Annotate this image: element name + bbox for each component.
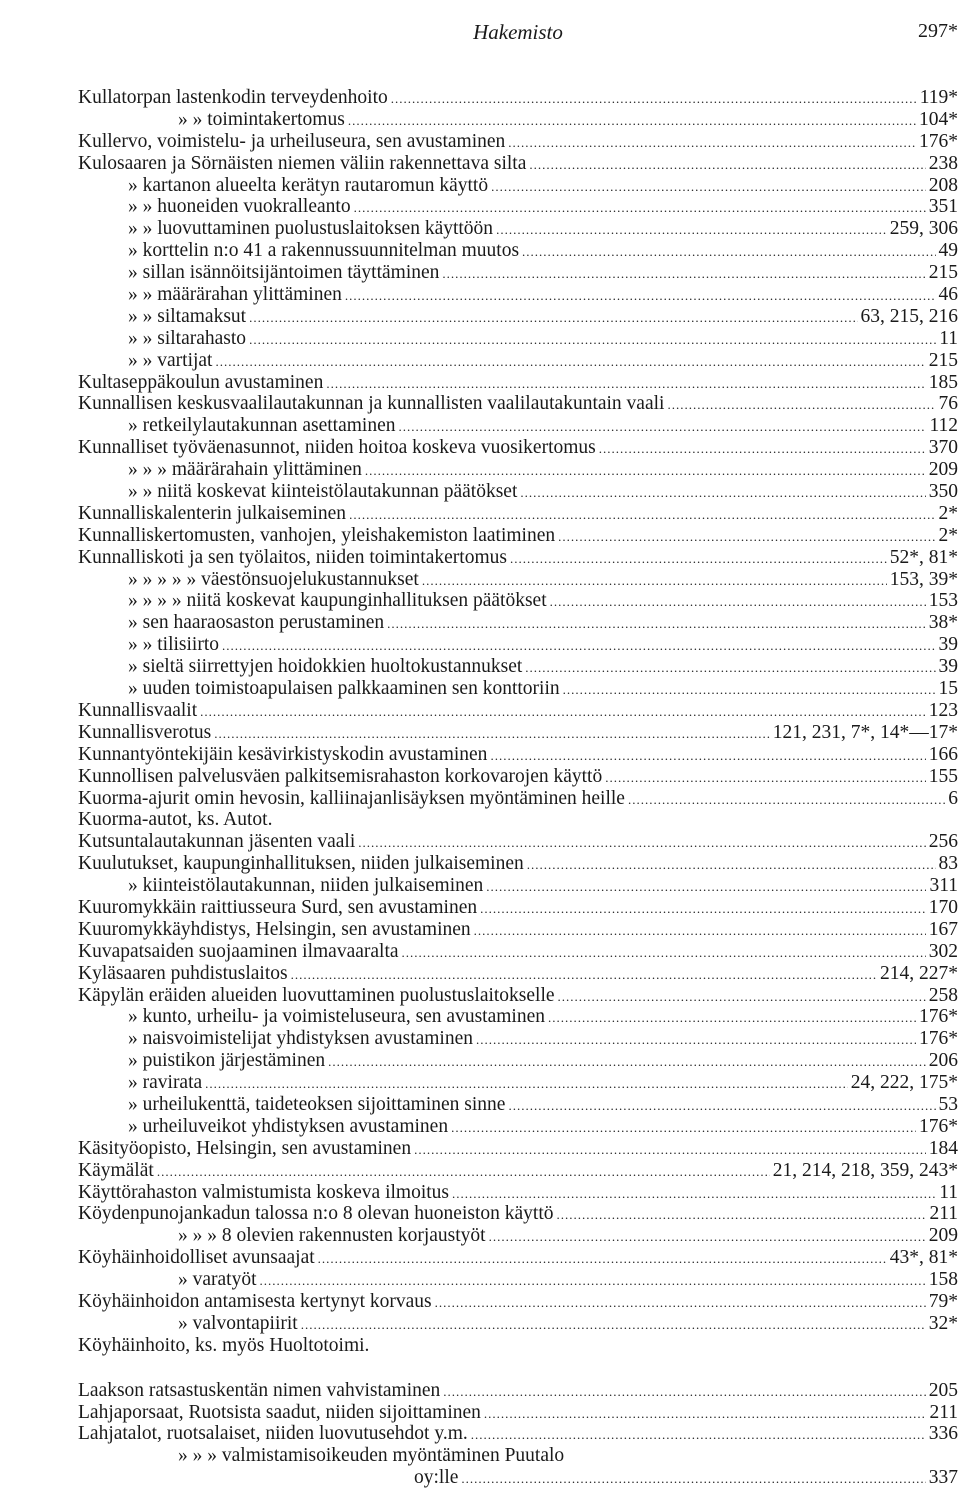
index-entry <box>78 1313 958 1335</box>
entry-text: Kunnallisverotus <box>78 721 212 743</box>
entry-pages: 2* <box>938 524 958 546</box>
index-entry <box>78 87 958 109</box>
entry-text: Käsityöopisto, Helsingin, sen avustaminen <box>78 1137 412 1159</box>
index-entry <box>78 306 958 328</box>
entry-text: » » huoneiden vuokralleanto <box>128 196 351 218</box>
leader-dots <box>548 1006 916 1029</box>
index-entry <box>78 897 958 919</box>
index-entry <box>78 350 958 372</box>
entry-text: Kunnalliset työväenasunnot, niiden hoitoa koskeva vuosikertomus <box>78 437 596 459</box>
index-entry <box>78 1050 958 1072</box>
entry-text: » » » määrärahain ylittäminen <box>128 459 362 481</box>
index-entry <box>78 766 958 788</box>
entry-text: » » määrärahan ylittäminen <box>128 284 342 306</box>
entry-text: » kunto, urheilu- ja voimisteluseura, sen avustaminen <box>128 1006 545 1028</box>
entry-pages: 53 <box>938 1093 958 1115</box>
entry-pages: 158 <box>928 1269 958 1291</box>
entry-pages: 119* <box>919 87 958 108</box>
index-entry <box>78 547 958 569</box>
index-entry <box>78 481 958 503</box>
leader-dots <box>628 788 945 811</box>
entry-text: » » » valmistamisoikeuden myöntäminen Puutalo <box>178 1445 565 1467</box>
index-entry <box>78 985 958 1007</box>
index-entry <box>78 437 958 459</box>
entry-pages: 2* <box>938 502 958 524</box>
entry-text: » ravirata <box>128 1072 203 1094</box>
index-entry <box>78 941 958 963</box>
entry-text: Kunnalliskalenterin julkaiseminen <box>78 502 347 524</box>
entry-pages: 209 <box>928 459 958 481</box>
index-entry <box>78 1094 958 1116</box>
entry-text: » » toimintakertomus <box>178 108 345 130</box>
leader-dots <box>443 1380 925 1403</box>
entry-pages: 83 <box>938 853 958 875</box>
index-entry <box>78 1402 958 1424</box>
entry-text: » uuden toimistoapulaisen palkkaaminen sen konttoriin <box>128 678 560 700</box>
entry-pages: 215 <box>928 262 958 284</box>
index-entry <box>78 1116 958 1138</box>
entry-text: » retkeilylautakunnan asettaminen <box>128 415 396 437</box>
index-entry <box>78 1182 958 1204</box>
leader-dots <box>435 1291 926 1314</box>
entry-text: Kunnallisvaalit <box>78 699 198 721</box>
leader-dots <box>301 1313 926 1336</box>
entry-text: Kuvapatsaiden suojaaminen ilmavaaralta <box>78 940 399 962</box>
leader-dots <box>496 218 887 241</box>
leader-dots <box>461 1467 925 1490</box>
leader-dots <box>476 1028 916 1051</box>
index-entry <box>78 503 958 525</box>
entry-pages: 104* <box>919 108 958 130</box>
entry-text: oy:lle <box>414 1467 459 1489</box>
entry-pages: 336 <box>928 1423 958 1445</box>
entry-text: » sillan isännöitsijäntoimen täyttäminen <box>128 262 440 284</box>
leader-dots <box>525 656 935 679</box>
entry-pages: 350 <box>928 481 958 503</box>
entry-text: » naisvoimistelijat yhdistyksen avustaminen <box>128 1028 474 1050</box>
index-entry <box>78 109 958 131</box>
leader-dots <box>527 853 936 876</box>
index-entry <box>78 1006 958 1028</box>
leader-dots <box>399 415 927 438</box>
entry-pages: 208 <box>928 174 958 196</box>
leader-dots <box>328 1050 926 1073</box>
entry-pages: 170 <box>928 896 958 918</box>
page-number: 297* <box>918 20 958 42</box>
leader-dots <box>349 503 935 526</box>
leader-dots <box>480 897 926 920</box>
entry-text: » sieltä siirrettyjen hoidokkien huoltokustannukset <box>128 656 523 678</box>
leader-dots <box>200 700 926 723</box>
entry-pages: 206 <box>928 1050 958 1072</box>
entry-text: Kuuromykkäin raittiusseura Surd, sen avustaminen <box>78 896 478 918</box>
entry-text: Kullervo, voimistelu- ja urheiluseura, sen avustaminen <box>78 130 506 152</box>
entry-pages: 184 <box>928 1137 958 1159</box>
entry-text: Köyhäinhoidolliset avunsaajat <box>78 1247 315 1269</box>
index-entry <box>78 1269 958 1291</box>
entry-text: Käpylän eräiden alueiden luovuttaminen puolustuslaitokselle <box>78 984 555 1006</box>
entry-text: Kunnallisen keskusvaalilautakunnan ja kunnallisten vaalilautakuntain vaali <box>78 393 665 415</box>
index-list <box>78 87 958 1489</box>
index-entry <box>78 459 958 481</box>
entry-pages: 256 <box>928 831 958 853</box>
entry-pages: 49 <box>938 240 958 262</box>
entry-text: Kutsuntalautakunnan jäsenten vaali <box>78 831 356 853</box>
leader-dots <box>402 941 926 964</box>
index-entry <box>78 525 958 547</box>
leader-dots <box>563 678 936 701</box>
leader-dots <box>358 831 926 854</box>
index-entry <box>78 262 958 284</box>
leader-dots <box>508 131 916 154</box>
leader-dots <box>508 1094 935 1117</box>
index-entry <box>78 1467 958 1489</box>
entry-text: » » vartijat <box>128 349 213 371</box>
index-entry <box>78 722 958 744</box>
entry-text: » sen haaraosaston perustaminen <box>128 612 385 634</box>
entry-pages: 211 <box>929 1401 958 1423</box>
entry-text: » » » » niitä koskevat kaupunginhallituksen päätökset <box>128 590 547 612</box>
entry-pages: 123 <box>928 699 958 721</box>
page-header <box>78 20 958 50</box>
index-entry <box>78 1225 958 1247</box>
entry-pages: 209 <box>928 1225 958 1247</box>
leader-dots <box>318 1247 887 1270</box>
entry-text: Kuuromykkäyhdistys, Helsingin, sen avustaminen <box>78 918 471 940</box>
entry-pages: 211 <box>929 1203 958 1225</box>
leader-dots <box>291 963 877 986</box>
index-entry <box>78 372 958 394</box>
entry-text: » » siltarahasto <box>128 327 247 349</box>
entry-text: Kullatorpan lastenkodin terveydenhoito <box>78 87 388 108</box>
leader-dots <box>471 1423 926 1446</box>
entry-text: Lahjatalot, ruotsalaiset, niiden luovutusehdot y.m. <box>78 1423 468 1445</box>
index-entry <box>78 153 958 175</box>
entry-pages: 79* <box>928 1290 958 1312</box>
index-entry <box>78 284 958 306</box>
entry-text: » kiinteistölautakunnan, niiden julkaiseminen <box>128 875 484 897</box>
entry-text: Käymälät <box>78 1159 154 1181</box>
entry-text: Kultaseppäkoulun avustaminen <box>78 371 324 393</box>
running-title: Hakemisto <box>473 20 563 44</box>
entry-text: Kuorma-autot, ks. Autot. <box>78 809 273 831</box>
index-entry <box>78 1203 958 1225</box>
leader-dots <box>474 919 926 942</box>
index-entry <box>78 1423 958 1445</box>
leader-dots <box>442 262 925 285</box>
leader-dots <box>205 1072 848 1095</box>
entry-pages: 11 <box>939 327 958 349</box>
leader-dots <box>365 459 926 482</box>
index-entry <box>78 328 958 350</box>
leader-dots <box>529 153 925 176</box>
leader-dots <box>157 1160 770 1183</box>
leader-dots <box>422 569 887 592</box>
entry-pages: 63, 215, 216 <box>860 305 958 327</box>
leader-dots <box>345 284 936 307</box>
entry-pages: 166 <box>928 743 958 765</box>
index-entry <box>78 809 958 831</box>
index-entry <box>78 634 958 656</box>
leader-dots <box>391 87 917 110</box>
entry-text: Kunnollisen palvelusväen palkitsemisrahaston korkovarojen käyttö <box>78 765 603 787</box>
entry-pages: 39 <box>938 634 958 656</box>
entry-pages: 52*, 81* <box>889 546 958 568</box>
index-entry <box>78 1247 958 1269</box>
index-entry <box>78 678 958 700</box>
entry-pages: 214, 227* <box>880 962 958 984</box>
entry-text: Köyhäinhoidon antamisesta kertynyt korvaus <box>78 1290 432 1312</box>
index-entry <box>78 196 958 218</box>
leader-dots <box>489 1225 926 1248</box>
entry-pages: 215 <box>928 349 958 371</box>
index-entry <box>78 218 958 240</box>
index-entry <box>78 1335 958 1357</box>
leader-dots <box>222 634 935 657</box>
leader-dots <box>599 437 926 460</box>
leader-dots <box>249 328 936 351</box>
leader-dots <box>354 196 926 219</box>
entry-text: Kunnantyöntekijäin kesävirkistyskodin avustaminen <box>78 743 488 765</box>
entry-pages: 176* <box>919 1006 958 1028</box>
entry-text: Kunnalliskertomusten, vanhojen, yleishakemiston laatiminen <box>78 524 556 546</box>
entry-pages: 370 <box>928 437 958 459</box>
leader-dots <box>510 547 887 570</box>
entry-pages: 155 <box>928 765 958 787</box>
index-entry <box>78 656 958 678</box>
leader-dots <box>557 1203 927 1226</box>
leader-dots <box>452 1182 936 1205</box>
entry-pages: 6 <box>948 787 958 809</box>
index-entry <box>78 1380 958 1402</box>
leader-dots <box>520 481 925 504</box>
entry-pages: 24, 222, 175* <box>850 1072 958 1094</box>
entry-pages: 112 <box>929 415 958 437</box>
entry-text: » puistikon järjestäminen <box>128 1050 326 1072</box>
entry-text: Köydenpunojankadun talossa n:o 8 olevan huoneiston käyttö <box>78 1203 554 1225</box>
index-entry <box>78 831 958 853</box>
entry-text: Kuulutukset, kaupunginhallituksen, niiden julkaiseminen <box>78 853 524 875</box>
leader-dots <box>550 590 926 613</box>
leader-dots <box>348 109 916 132</box>
entry-pages: 43*, 81* <box>889 1247 958 1269</box>
leader-dots <box>491 175 926 198</box>
entry-pages: 185 <box>928 371 958 393</box>
index-entry <box>78 853 958 875</box>
entry-pages: 205 <box>928 1379 958 1401</box>
entry-text: Kuorma-ajurit omin hevosin, kalliinajanlisäyksen myöntäminen heille <box>78 787 625 809</box>
entry-text: » urheilukenttä, taideteoksen sijoittaminen sinne <box>128 1093 506 1115</box>
entry-pages: 176* <box>919 1028 958 1050</box>
entry-text: Kyläsaaren puhdistuslaitos <box>78 962 288 984</box>
entry-text: » » tilisiirto <box>128 634 220 656</box>
leader-dots <box>214 722 770 745</box>
index-entry <box>78 1138 958 1160</box>
leader-dots <box>522 240 935 263</box>
entry-pages: 46 <box>938 284 958 306</box>
leader-dots <box>387 612 926 635</box>
index-entry <box>78 240 958 262</box>
entry-pages: 15 <box>938 678 958 700</box>
leader-dots <box>490 744 925 767</box>
leader-dots <box>326 372 925 395</box>
index-entry <box>78 919 958 941</box>
entry-pages: 351 <box>928 196 958 218</box>
index-entry <box>78 1445 958 1467</box>
entry-pages: 259, 306 <box>889 218 958 240</box>
index-entry <box>78 963 958 985</box>
index-entry <box>78 415 958 437</box>
entry-pages: 153 <box>928 590 958 612</box>
index-entry <box>78 1072 958 1094</box>
entry-text: Kulosaaren ja Sörnäisten niemen väliin rakennettava silta <box>78 152 527 174</box>
index-entry <box>78 175 958 197</box>
entry-pages: 39 <box>938 656 958 678</box>
entry-text: » » » » » väestönsuojelukustannukset <box>128 568 419 590</box>
entry-text: » kartanon alueelta kerätyn rautaromun käyttö <box>128 174 489 196</box>
entry-pages: 76 <box>938 393 958 415</box>
entry-pages: 167 <box>928 918 958 940</box>
index-entry <box>78 612 958 634</box>
entry-pages: 21, 214, 218, 359, 243* <box>772 1159 958 1181</box>
leader-dots <box>486 875 926 898</box>
leader-dots <box>215 350 925 373</box>
entry-pages: 238 <box>928 152 958 174</box>
index-entry <box>78 1160 958 1182</box>
index-entry <box>78 569 958 591</box>
entry-text: » urheiluveikot yhdistyksen avustaminen <box>128 1115 449 1137</box>
entry-pages: 176* <box>919 130 958 152</box>
index-entry <box>78 1291 958 1313</box>
entry-text: » korttelin n:o 41 a rakennussuunnitelman muutos <box>128 240 520 262</box>
entry-text: Lahjaporsaat, Ruotsista saadut, niiden sijoittaminen <box>78 1401 481 1423</box>
entry-pages: 258 <box>928 984 958 1006</box>
leader-dots <box>414 1138 926 1161</box>
entry-pages: 337 <box>928 1467 958 1489</box>
index-entry <box>78 744 958 766</box>
index-entry <box>78 1028 958 1050</box>
index-entry <box>78 875 958 897</box>
index-entry <box>78 131 958 153</box>
entry-pages: 32* <box>928 1312 958 1334</box>
leader-dots <box>667 393 935 416</box>
leader-dots <box>558 525 935 548</box>
entry-text: Laakson ratsastuskentän nimen vahvistaminen <box>78 1379 441 1401</box>
entry-pages: 176* <box>919 1115 958 1137</box>
leader-dots <box>605 766 926 789</box>
entry-text: Käyttörahaston valmistumista koskeva ilmoitus <box>78 1181 449 1203</box>
entry-text: » » luovuttaminen puolustuslaitoksen käyttöön <box>128 218 494 240</box>
entry-pages: 121, 231, 7*, 14*—17* <box>772 721 958 743</box>
entry-pages: 311 <box>929 875 958 897</box>
entry-text: Köyhäinhoito, ks. myös Huoltotoimi. <box>78 1334 370 1356</box>
leader-dots <box>260 1269 926 1292</box>
entry-pages: 302 <box>928 940 958 962</box>
index-entry <box>78 590 958 612</box>
entry-text: » varatyöt <box>178 1269 257 1291</box>
entry-pages: 38* <box>928 612 958 634</box>
leader-dots <box>249 306 857 329</box>
leader-dots <box>558 985 926 1008</box>
index-entry <box>78 393 958 415</box>
leader-dots <box>484 1402 927 1425</box>
leader-dots <box>451 1116 916 1139</box>
entry-text: » valvontapiirit <box>178 1312 298 1334</box>
index-entry <box>78 788 958 810</box>
entry-text: » » niitä koskevat kiinteistölautakunnan päätökset <box>128 481 518 503</box>
entry-text: » » » 8 olevien rakennusten korjaustyöt <box>178 1225 486 1247</box>
entry-text: » » siltamaksut <box>128 305 247 327</box>
entry-text: Kunnalliskoti ja sen työlaitos, niiden toimintakertomus <box>78 546 507 568</box>
entry-pages: 11 <box>939 1181 958 1203</box>
entry-pages: 153, 39* <box>889 568 958 590</box>
index-entry <box>78 700 958 722</box>
